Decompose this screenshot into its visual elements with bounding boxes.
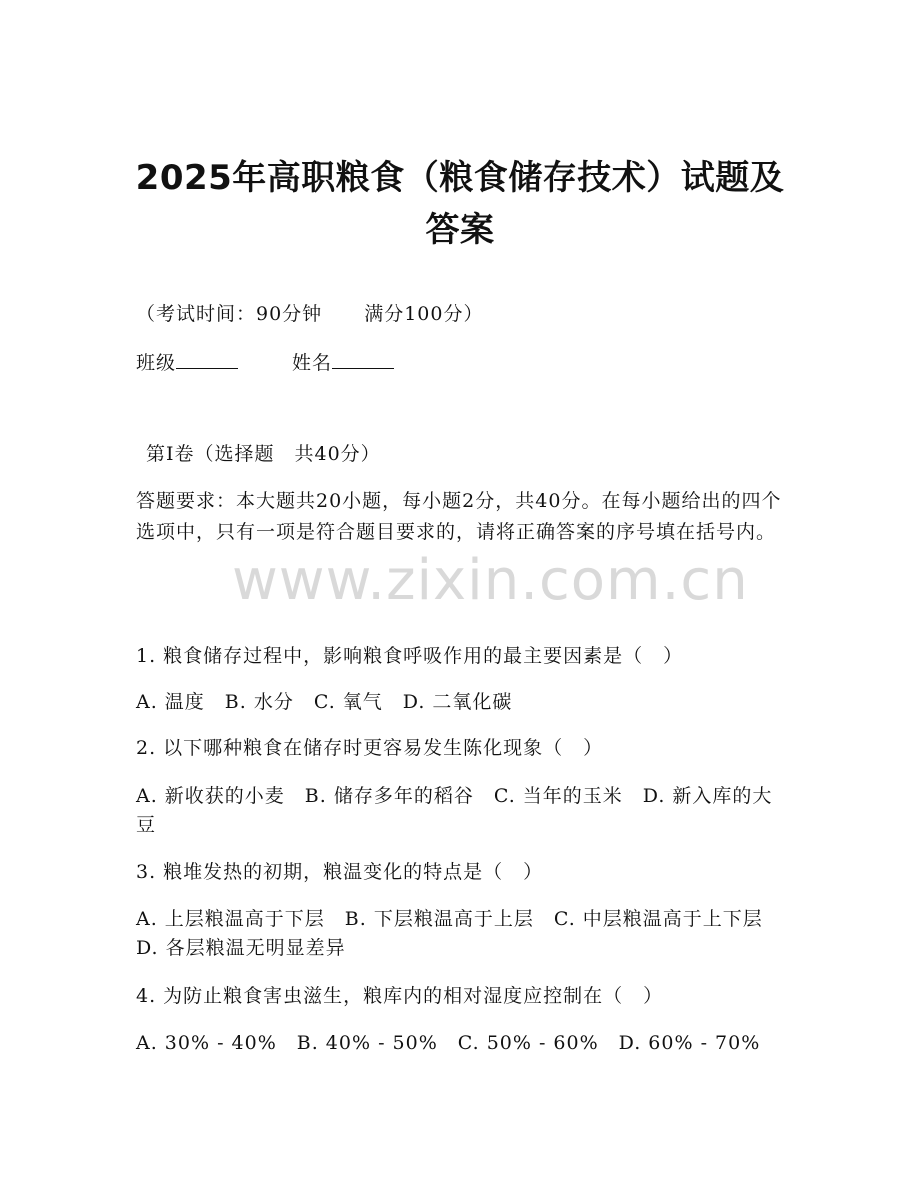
class-blank bbox=[176, 350, 238, 369]
question-1-options: A. 温度 B. 水分 C. 氧气 D. 二氧化碳 bbox=[136, 691, 513, 713]
question-4-stem: 4. 为防止粮食害虫滋生，粮库内的相对湿度应控制在（ ） bbox=[136, 985, 664, 1007]
question-2-stem: 2. 以下哪种粮食在储存时更容易发生陈化现象（ ） bbox=[136, 737, 604, 759]
name-blank bbox=[332, 350, 394, 369]
exam-score: 满分100分） bbox=[364, 303, 484, 325]
question-3-options: A. 上层粮温高于下层 B. 下层粮温高于上层 C. 中层粮温高于上下层 D. 各层粮温无明显差异 bbox=[136, 908, 783, 959]
document-title: 2025年高职粮食（粮食储存技术）试题及答案 bbox=[135, 158, 785, 250]
watermark: www.zixin.com.cn bbox=[232, 548, 749, 613]
question-4-options: A. 30% - 40% B. 40% - 50% C. 50% - 60% D. 60% - 70% bbox=[136, 1032, 761, 1054]
question-1-stem: 1. 粮食储存过程中，影响粮食呼吸作用的最主要因素是（ ） bbox=[136, 645, 684, 667]
exam-info bbox=[136, 300, 786, 329]
question-3-stem: 3. 粮堆发热的初期，粮温变化的特点是（ ） bbox=[136, 861, 544, 883]
section-title: 第Ⅰ卷（选择题 共40分） bbox=[146, 443, 381, 465]
name-label: 姓名 bbox=[292, 352, 333, 374]
instructions: 答题要求：本大题共20小题，每小题2分，共40分。在每小题给出的四个选项中，只有一项是符合题目要求的，请将正确答案的序号填在括号内。 bbox=[136, 490, 782, 543]
class-label: 班级 bbox=[136, 352, 177, 374]
exam-time: （考试时间：90分钟 bbox=[136, 303, 323, 325]
student-fields bbox=[136, 349, 786, 378]
question-2-options: A. 新收获的小麦 B. 储存多年的稻谷 C. 当年的玉米 D. 新入库的大豆 bbox=[136, 785, 773, 836]
